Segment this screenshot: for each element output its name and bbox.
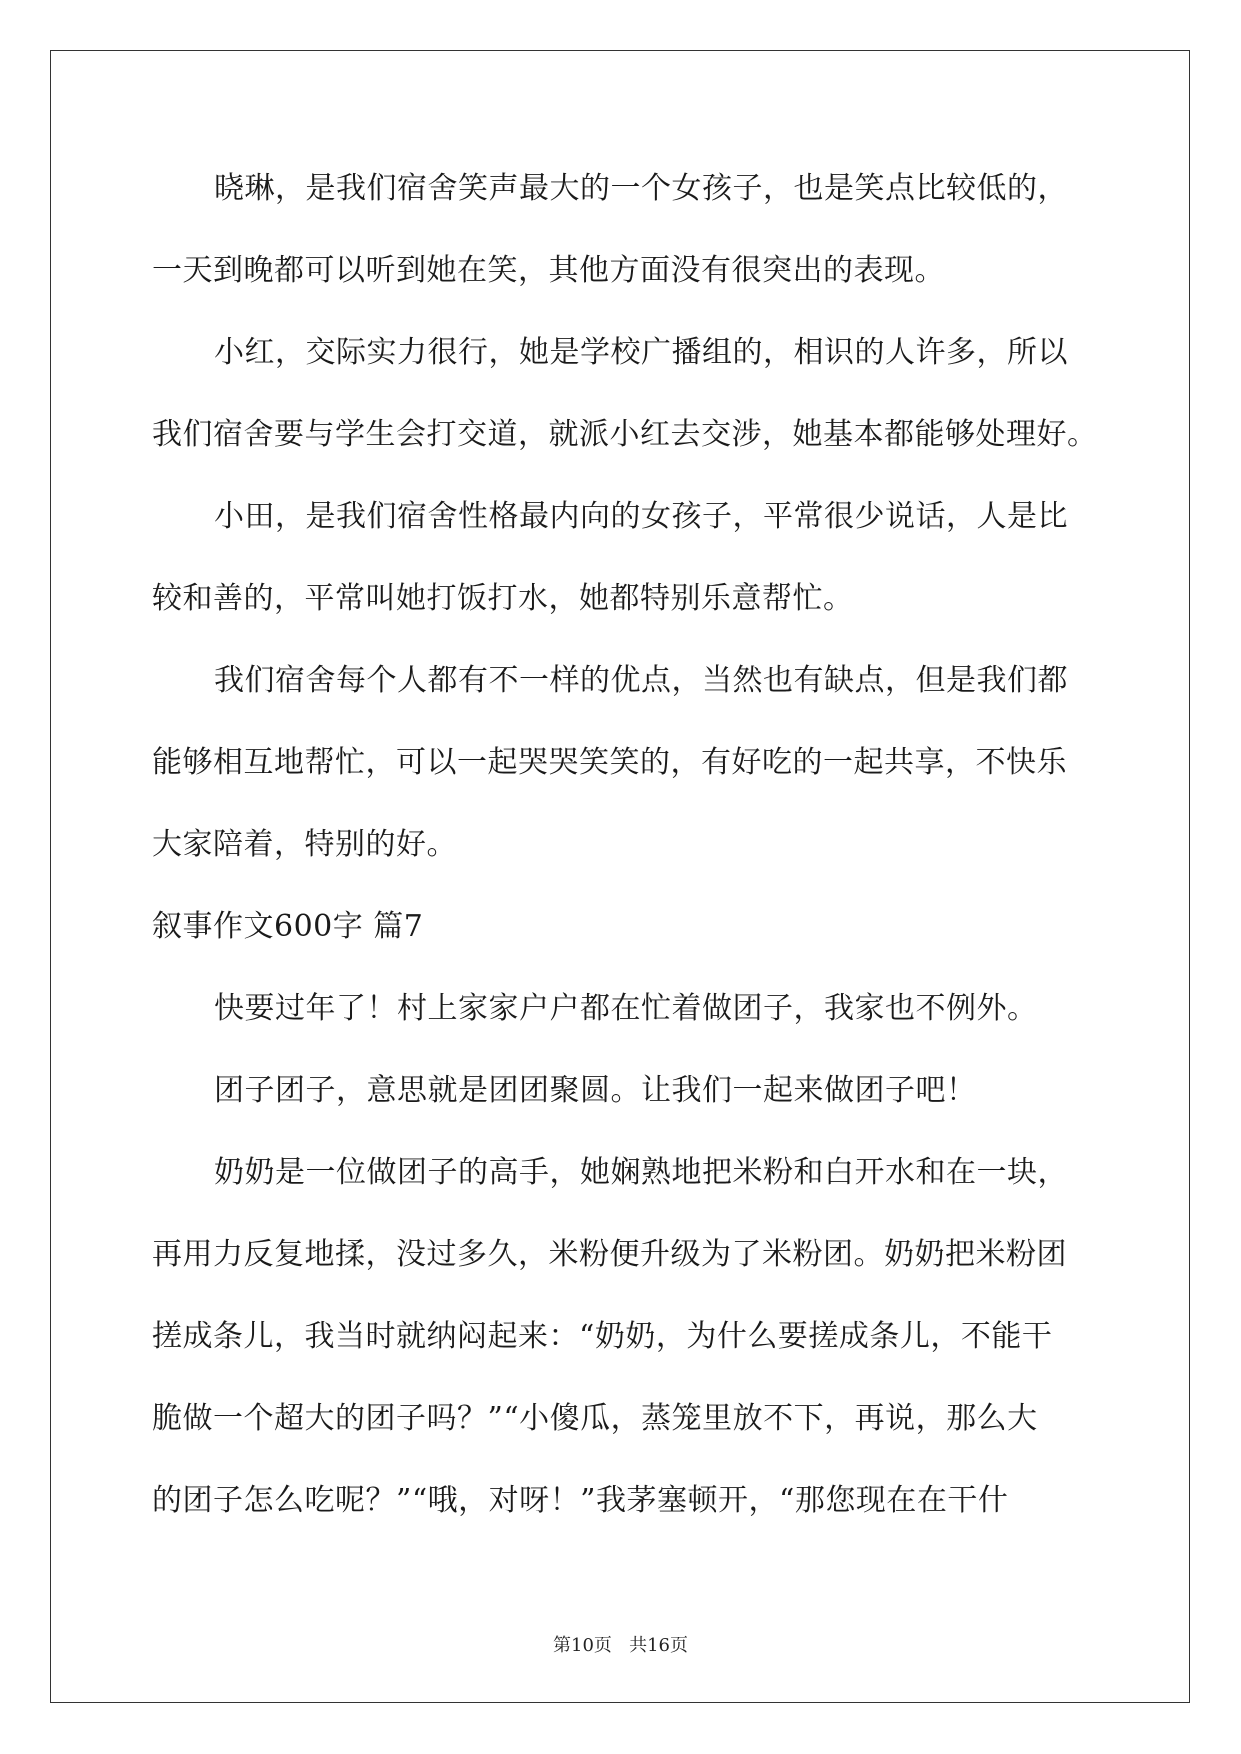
text-line: 的团子怎么吃呢？”“哦，对呀！”我茅塞顿开，“那您现在在干什 [152, 1483, 1009, 1518]
text-line: 较和善的，平常叫她打饭打水，她都特别乐意帮忙。 [152, 581, 854, 616]
document-body [152, 171, 1098, 1568]
text-line: 我们宿舍每个人都有不一样的优点，当然也有缺点，但是我们都 [214, 663, 1068, 698]
text-line: 能够相互地帮忙，可以一起哭哭笑笑的，有好吃的一起共享，不快乐 [152, 745, 1067, 780]
text-line: 我们宿舍要与学生会打交道，就派小红去交涉，她基本都能够处理好。 [152, 417, 1098, 452]
text-line: 脆做一个超大的团子吗？”“小傻瓜，蒸笼里放不下，再说，那么大 [152, 1401, 1038, 1436]
text-line: 一天到晚都可以听到她在笑，其他方面没有很突出的表现。 [152, 253, 945, 288]
text-line: 搓成条儿，我当时就纳闷起来：“奶奶，为什么要搓成条儿，不能干 [152, 1319, 1053, 1354]
text-line: 小红，交际实力很行，她是学校广播组的，相识的人许多，所以 [214, 335, 1068, 370]
text-line: 奶奶是一位做团子的高手，她娴熟地把米粉和白开水和在一块， [214, 1155, 1068, 1190]
text-line: 大家陪着，特别的好。 [152, 827, 457, 862]
section-heading: 叙事作文600字 篇7 [152, 909, 424, 944]
text-line: 再用力反复地揉，没过多久，米粉便升级为了米粉团。奶奶把米粉团 [152, 1237, 1067, 1272]
text-line: 快要过年了！村上家家户户都在忙着做团子，我家也不例外。 [214, 991, 1038, 1026]
text-line: 团子团子，意思就是团团聚圆。让我们一起来做团子吧！ [214, 1073, 977, 1108]
page-number-footer: 第10页 共16页 [553, 1635, 688, 1656]
text-line: 晓琳，是我们宿舍笑声最大的一个女孩子，也是笑点比较低的， [214, 171, 1068, 206]
text-line: 小田，是我们宿舍性格最内向的女孩子，平常很少说话，人是比 [214, 499, 1068, 534]
